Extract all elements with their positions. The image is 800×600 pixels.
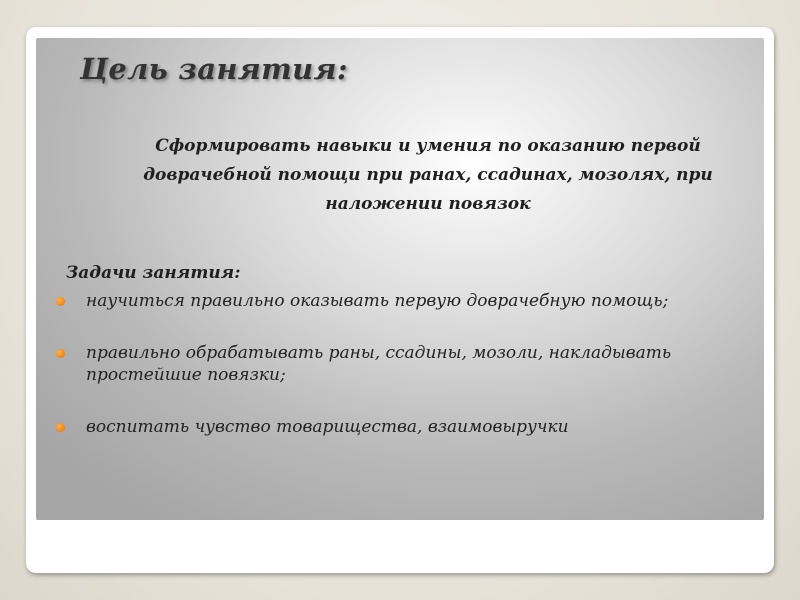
slide-title: Цель занятия: [80,52,348,86]
task-list [56,290,746,438]
orange-circle-bullet-icon [56,423,65,432]
task-text: правильно обрабатывать раны, ссадины, мозоли, накладывать простейшие повязки; [86,343,672,385]
orange-circle-bullet-icon [56,349,65,358]
task-text: научиться правильно оказывать первую доврачебную помощь; [86,291,669,311]
orange-circle-bullet-icon [56,297,65,306]
tasks-heading: Задачи занятия: [66,263,241,283]
task-item [56,290,746,312]
task-item [56,416,746,438]
task-item [56,342,746,386]
task-text: воспитать чувство товарищества, взаимовыручки [86,417,569,437]
lesson-goal: Сформировать навыки и умения по оказанию первой доврачебной помощи при ранах, ссадинах, мозолях, при наложении повязок [143,136,713,214]
